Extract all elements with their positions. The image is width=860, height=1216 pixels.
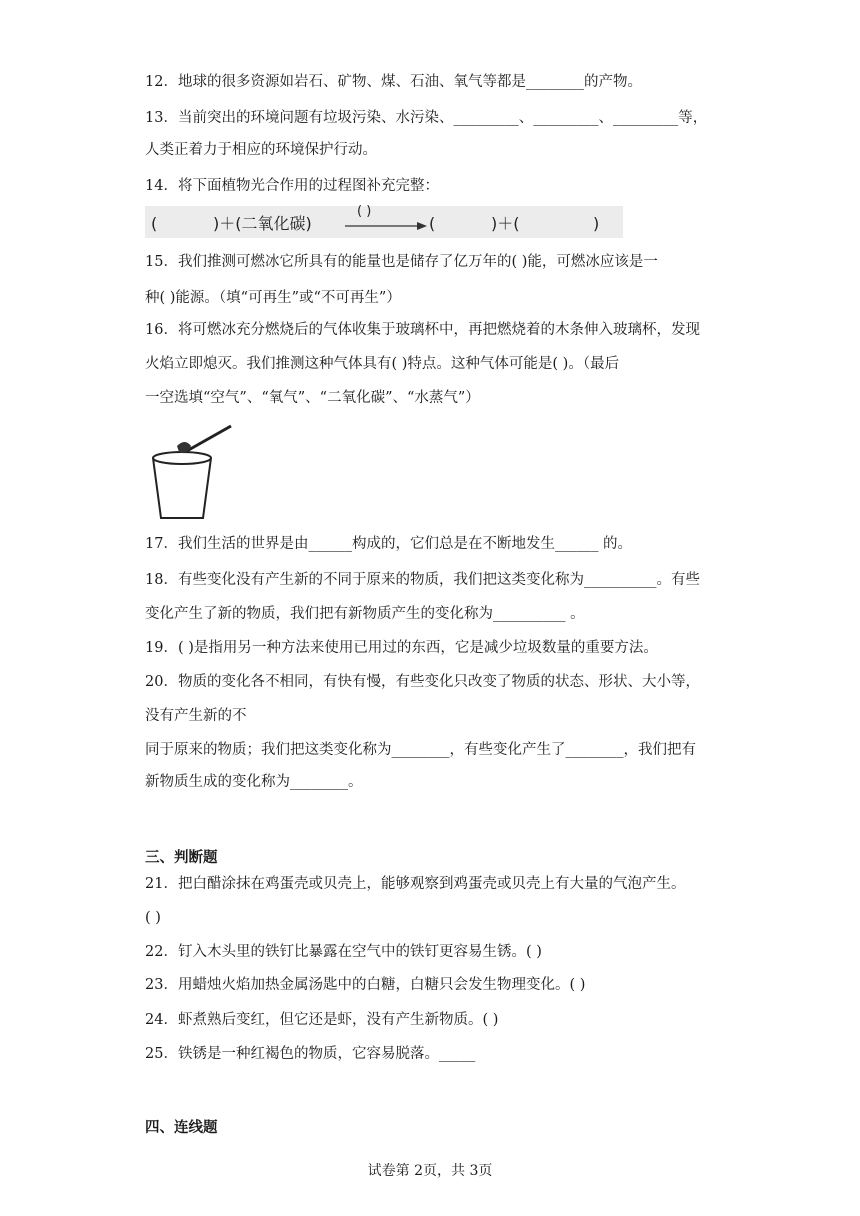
question-15-line1: 15．我们推测可燃冰它所具有的能量也是储存了亿万年的( )能，可燃冰应该是一: [145, 254, 658, 270]
glass-cup-with-burning-stick: [145, 420, 245, 524]
section-3-title: 三、判断题: [145, 850, 218, 866]
question-21-answer: ( ): [145, 910, 161, 926]
question-22: 22．钉入木头里的铁钉比暴露在空气中的铁钉更容易生锈。( ): [145, 944, 542, 960]
question-20-line2: 没有产生新的不: [145, 708, 247, 724]
page-footer: 试卷第 2页，共 3页: [367, 1163, 493, 1179]
question-16-line1: 16．将可燃冰充分燃烧后的气体收集于玻璃杯中，再把燃烧着的木条伸入玻璃杯，发现: [145, 322, 700, 338]
photosynthesis-diagram: [145, 206, 623, 238]
question-13-line1: 13．当前突出的环境问题有垃圾污染、水污染、_________、_________、_________等，: [145, 110, 708, 126]
question-13-line2: 人类正着力于相应的环境保护行动。: [145, 142, 377, 158]
question-20-line3: 同于原来的物质；我们把这类变化称为________，有些变化产生了________，我们把有: [145, 742, 696, 758]
question-15-line2: 种( )能源。（填“可再生”或“不可再生”）: [145, 290, 401, 306]
question-23: 23．用蜡烛火焰加热金属汤匙中的白糖，白糖只会发生物理变化。( ): [145, 977, 586, 993]
equation-open-paren: (: [151, 214, 158, 233]
question-18-line1: 18．有些变化没有产生新的不同于原来的物质，我们把这类变化称为__________。有些: [145, 572, 700, 588]
question-12: 12．地球的很多资源如岩石、矿物、煤、石油、氧气等都是________的产物。: [145, 74, 642, 90]
equation-co2-term: )＋(二氧化碳): [213, 214, 312, 233]
equation-arrow-condition: ( ): [357, 204, 372, 219]
question-24: 24．虾煮熟后变红，但它还是虾，没有产生新物质。( ): [145, 1012, 499, 1028]
equation-close-paren: ): [593, 214, 600, 233]
question-17: 17．我们生活的世界是由______构成的，它们总是在不断地发生______ 的。: [145, 536, 633, 552]
question-21-line1: 21．把白醋涂抹在鸡蛋壳或贝壳上，能够观察到鸡蛋壳或贝壳上有大量的气泡产生。: [145, 876, 686, 892]
question-18-line2: 变化产生了新的物质，我们把有新物质产生的变化称为__________ 。: [145, 606, 585, 622]
question-25: 25．铁锈是一种红褐色的物质，它容易脱落。_____: [145, 1046, 476, 1062]
equation-product1-open: (: [429, 214, 436, 233]
question-20-line4: 新物质生成的变化称为________。: [145, 774, 363, 790]
question-16-line3: 一空选填“空气”、“氧气”、“二氧化碳”、“水蒸气”）: [145, 390, 480, 406]
question-20-line1: 20．物质的变化各不相同，有快有慢，有些变化只改变了物质的状态、形状、大小等，: [145, 674, 700, 690]
equation-plus-second: )＋(: [491, 214, 520, 233]
question-14: 14．将下面植物光合作用的过程图补充完整：: [145, 178, 439, 194]
question-16-line2: 火焰立即熄灭。我们推测这种气体具有( )特点。这种气体可能是( )。（最后: [145, 356, 620, 372]
section-4-title: 四、连线题: [145, 1120, 218, 1136]
question-19: 19．( )是指用另一种方法来使用已用过的东西，它是减少垃圾数量的重要方法。: [145, 640, 658, 656]
